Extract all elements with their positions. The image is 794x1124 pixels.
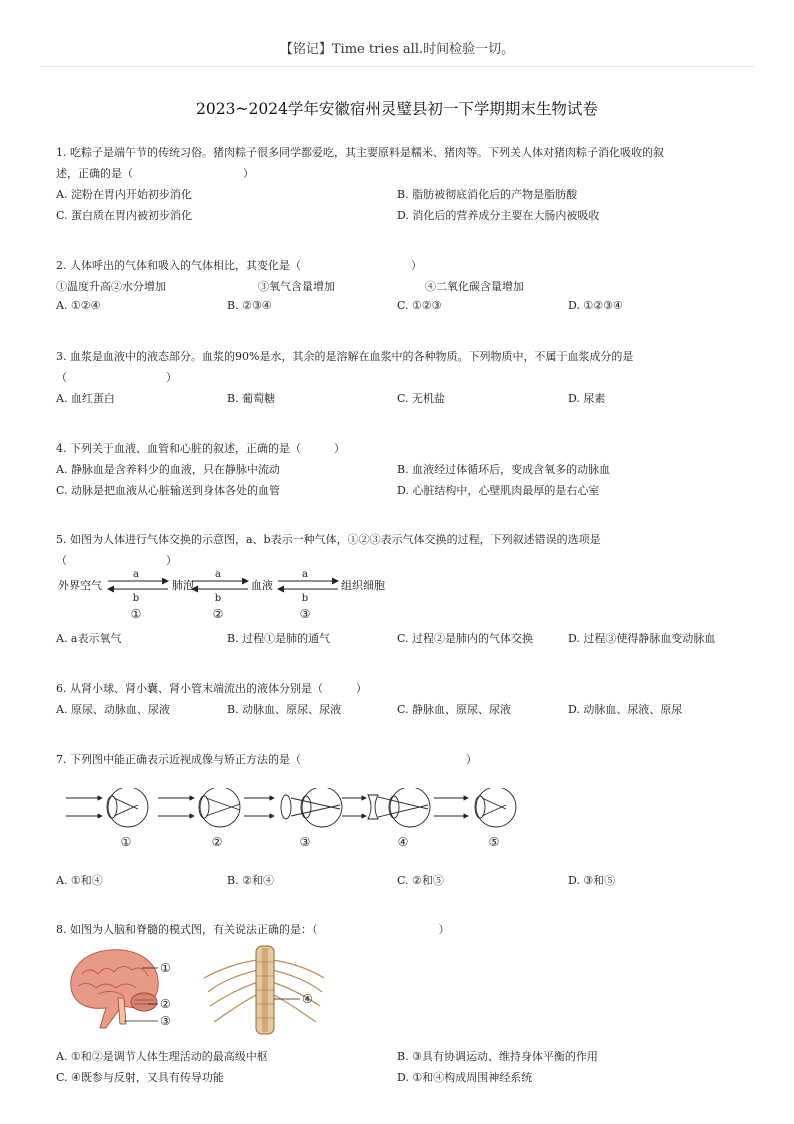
spinal-cord-illustration (204, 946, 324, 1034)
question-1-option-c[interactable]: C. 蛋白质在胃内被初步消化 (56, 209, 193, 222)
eye-diagrams (60, 788, 520, 850)
question-7-option-a[interactable]: A. ①和④ (56, 874, 103, 887)
eye-diagram-2 (158, 788, 240, 827)
eye-diagram-3 (244, 788, 342, 827)
header-motto: 【铭记】Time tries all.时间检验一切。 (279, 42, 515, 57)
eye-diagram-5 (434, 788, 516, 827)
label-b-3: b (301, 593, 309, 604)
question-1-option-d[interactable]: D. 消化后的营养成分主要在大肠内被吸收 (397, 209, 600, 222)
label-process-2: ② (212, 607, 224, 621)
gas-exchange-diagram (56, 566, 396, 626)
question-2-stem: 2. 人体呼出的气体和吸入的气体相比，其变化是（ ） (56, 259, 422, 272)
label-outside-air: 外界空气 (58, 580, 102, 592)
question-2-statement-3: ③氧气含量增加 (258, 280, 335, 293)
question-5-stem-line2: （ ） (56, 554, 177, 567)
question-3-stem-line1: 3. 血浆是血液中的液态部分。血浆的90%是水，其余的是溶解在血浆中的各种物质。下列物质中，不属于血浆成分的是 (56, 350, 634, 363)
question-7-option-d[interactable]: D. ③和⑤ (568, 874, 616, 887)
question-6-stem: 6. 从肾小球、肾小囊、肾小管末端流出的液体分别是（ ） (56, 682, 367, 695)
question-3-option-a[interactable]: A. 血红蛋白 (56, 392, 115, 405)
question-2-statement-12: ①温度升高②水分增加 (56, 280, 166, 293)
question-7-option-b[interactable]: B. ②和④ (227, 874, 274, 887)
label-tissue-cells: 组织细胞 (341, 580, 385, 592)
question-3-option-d[interactable]: D. 尿素 (568, 392, 606, 405)
brain-spinal-cord-diagram (62, 944, 332, 1036)
question-7-stem: 7. 下列图中能正确表示近视成像与矫正方法的是（ ） (56, 753, 477, 766)
question-8-stem: 8. 如图为人脑和脊髓的模式图，有关说法正确的是：（ ） (56, 923, 450, 936)
question-5-option-d[interactable]: D. 过程③使得静脉血变动脉血 (568, 632, 716, 645)
arrow-pair-3 (278, 581, 338, 589)
question-6-option-a[interactable]: A. 原尿、动脉血、尿液 (56, 703, 170, 716)
brain-illustration (71, 950, 159, 1028)
question-2-option-b[interactable]: B. ②③④ (227, 299, 272, 312)
label-a-3: a (302, 569, 308, 580)
eye-label-1: ① (120, 835, 132, 849)
question-3-stem-line2: （ ） (56, 371, 177, 384)
question-3-option-b[interactable]: B. 葡萄糖 (227, 392, 276, 405)
header-divider (40, 66, 754, 67)
question-5-option-a[interactable]: A. a表示氧气 (56, 632, 122, 645)
question-4-option-b[interactable]: B. 血液经过体循环后，变成含氧多的动脉血 (397, 463, 611, 476)
question-2-option-a[interactable]: A. ①②④ (56, 299, 101, 312)
brain-label-1: ① (160, 961, 171, 975)
question-8-option-b[interactable]: B. ③具有协调运动、维持身体平衡的作用 (397, 1050, 598, 1063)
question-2-option-c[interactable]: C. ①②③ (397, 299, 442, 312)
question-2-statement-4: ④二氧化碳含量增加 (425, 280, 524, 293)
label-process-3: ③ (299, 607, 311, 621)
question-4-option-d[interactable]: D. 心脏结构中，心壁肌肉最厚的是右心室 (397, 484, 600, 497)
question-8-option-a[interactable]: A. ①和②是调节人体生理活动的最高级中枢 (56, 1050, 268, 1063)
spinal-cord-label-4: ④ (302, 992, 313, 1006)
question-1-stem-line2: 述，正确的是（ ） (56, 167, 254, 180)
question-4-option-a[interactable]: A. 静脉血是含养料少的血液，只在静脉中流动 (56, 463, 280, 476)
eye-diagram-4 (342, 788, 430, 827)
label-a-2: a (215, 569, 221, 580)
brain-label-3: ③ (160, 1014, 171, 1028)
eye-label-2: ② (211, 835, 223, 849)
question-1-option-a[interactable]: A. 淀粉在胃内开始初步消化 (56, 188, 192, 201)
arrow-pair-2 (192, 581, 248, 589)
question-1-stem-line1: 1. 吃粽子是端午节的传统习俗。猪肉粽子很多同学都爱吃，其主要原料是糯米、猪肉等。下列关人体对猪肉粽子消化吸收的叙 (56, 146, 664, 159)
question-2-option-d[interactable]: D. ①②③④ (568, 299, 623, 312)
page-title: 2023~2024学年安徽宿州灵璧县初一下学期期末生物试卷 (196, 100, 598, 118)
eye-label-3: ③ (299, 835, 311, 849)
question-5-option-c[interactable]: C. 过程②是肺内的气体交换 (397, 632, 534, 645)
question-8-option-c[interactable]: C. ④既参与反射，又具有传导功能 (56, 1071, 224, 1084)
eye-label-4: ④ (397, 835, 409, 849)
question-6-option-b[interactable]: B. 动脉血、原尿、尿液 (227, 703, 342, 716)
arrow-pair-1 (108, 581, 168, 589)
question-5-option-b[interactable]: B. 过程①是肺的通气 (227, 632, 331, 645)
question-7-option-c[interactable]: C. ②和⑤ (397, 874, 444, 887)
question-8-option-d[interactable]: D. ①和④构成周围神经系统 (397, 1071, 533, 1084)
question-1-option-b[interactable]: B. 脂肪被彻底消化后的产物是脂肪酸 (397, 188, 578, 201)
label-process-1: ① (130, 607, 142, 621)
eye-diagram-1 (66, 788, 148, 827)
question-5-stem-line1: 5. 如图为人体进行气体交换的示意图，a、b表示一种气体，①②③表示气体交换的过程，下列叙述错误的选项是 (56, 533, 601, 546)
question-3-option-c[interactable]: C. 无机盐 (397, 392, 446, 405)
question-6-option-c[interactable]: C. 静脉血、原尿、尿液 (397, 703, 512, 716)
label-blood: 血液 (251, 580, 273, 592)
label-alveoli: 肺泡 (172, 580, 194, 592)
label-a-1: a (133, 569, 139, 580)
brain-label-2: ② (160, 997, 171, 1011)
label-b-1: b (132, 593, 140, 604)
eye-label-5: ⑤ (488, 835, 500, 849)
question-4-option-c[interactable]: C. 动脉是把血液从心脏输送到身体各处的血管 (56, 484, 281, 497)
label-b-2: b (214, 593, 222, 604)
question-6-option-d[interactable]: D. 动脉血、尿液、原尿 (568, 703, 683, 716)
question-4-stem: 4. 下列关于血液、血管和心脏的叙述，正确的是（ ） (56, 442, 345, 455)
